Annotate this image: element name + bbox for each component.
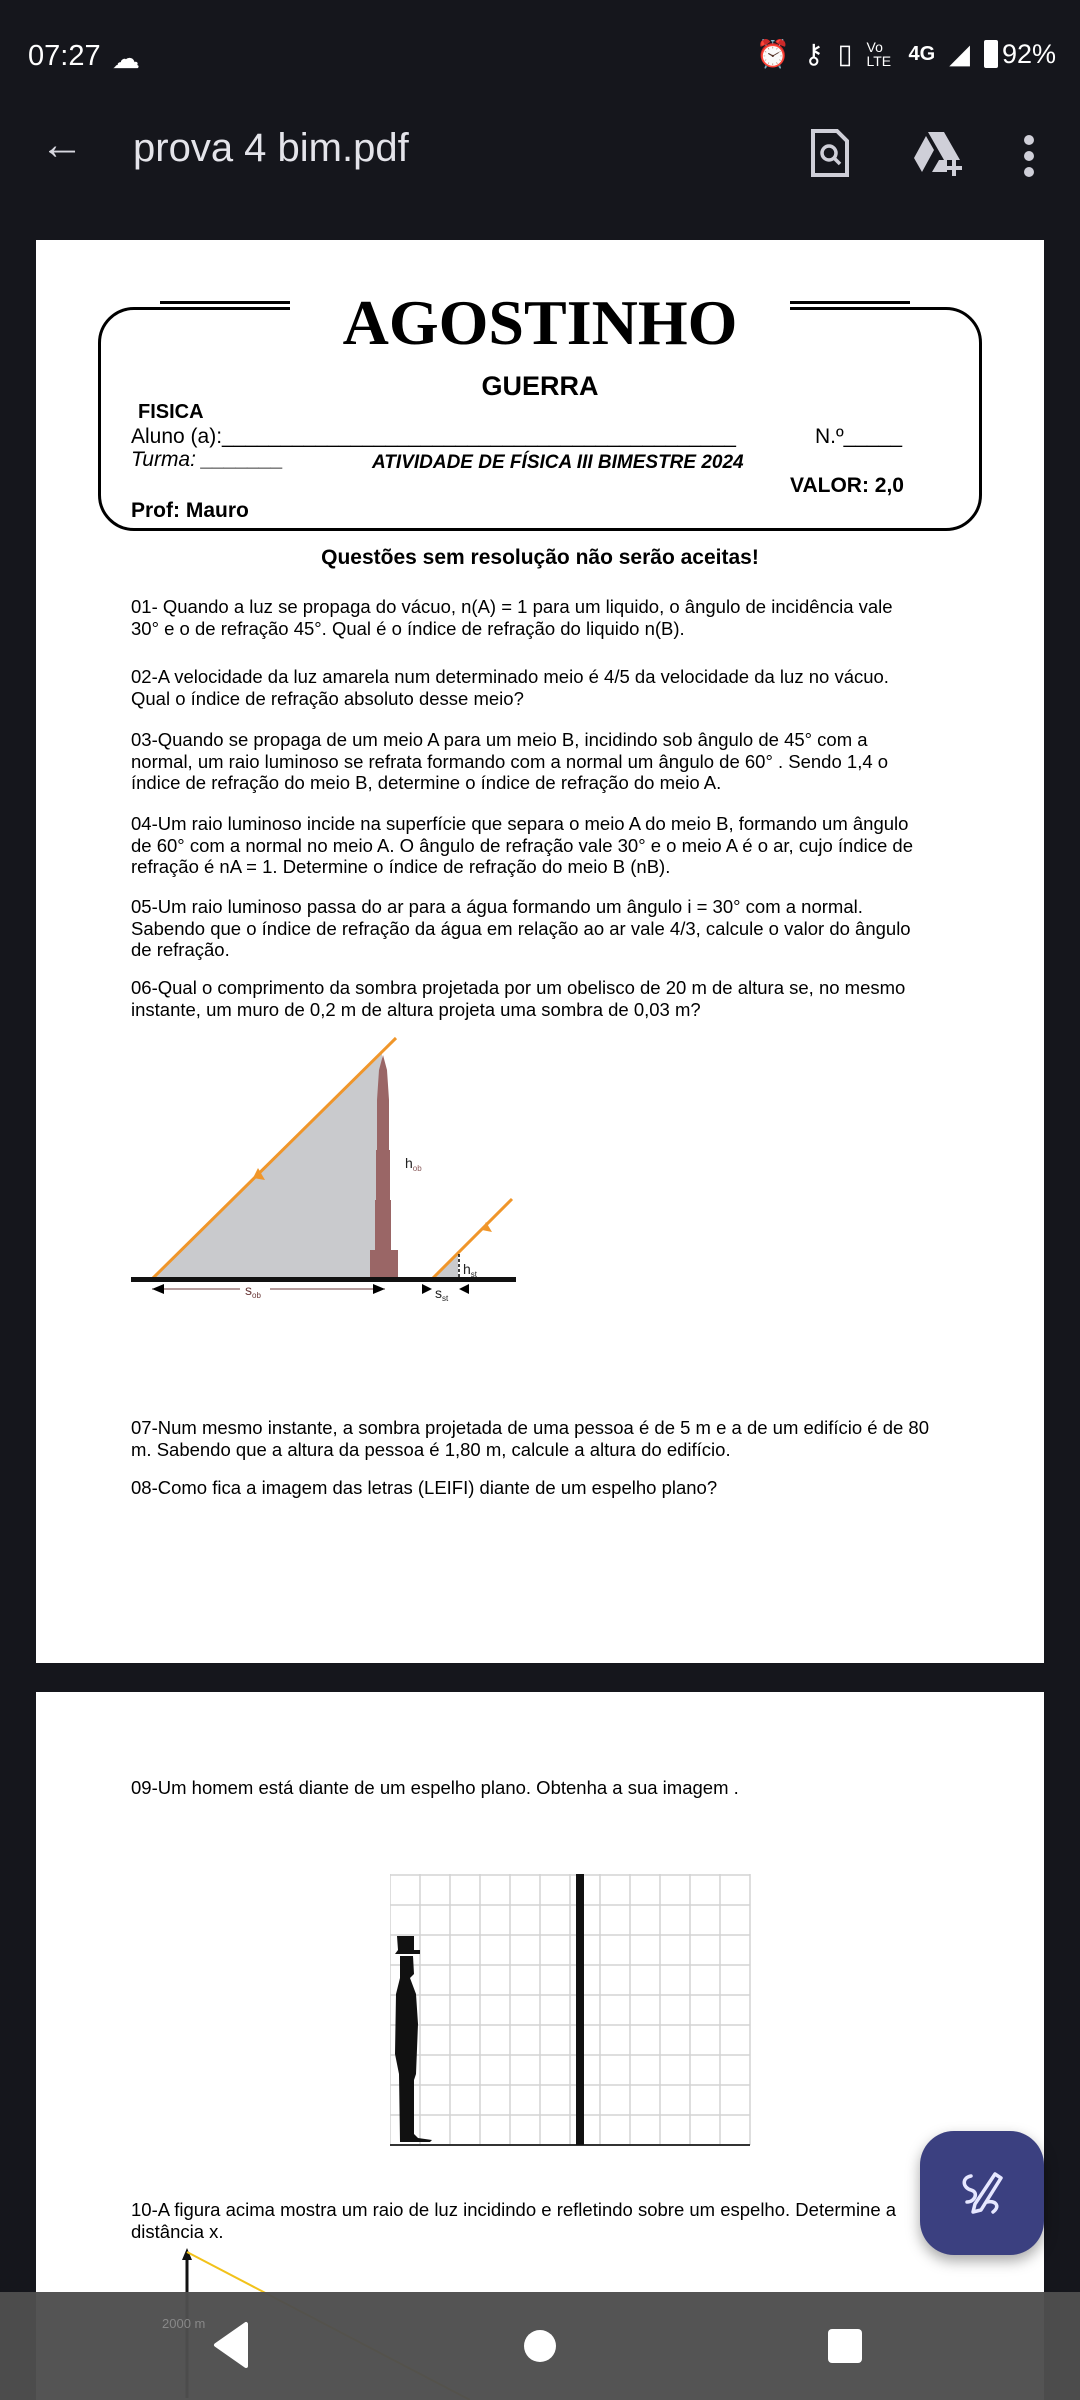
status-bar (0, 0, 1080, 115)
signal-icon: ◢ (949, 38, 970, 69)
activity-title: ATIVIDADE DE FÍSICA III BIMESTRE 2024 (372, 452, 744, 473)
question-line: 01- Quando a luz se propaga do vácuo, n(A) = 1 para um liquido, o ângulo de incidência vale (131, 596, 893, 617)
question-line: de 60° com a normal no meio A. O ângulo de refração vale 30° e o meio A é o ar, cujo índice de (131, 834, 913, 856)
vibrate-icon: ▯ (837, 38, 853, 69)
nav-home-button[interactable] (524, 2330, 556, 2362)
question-09 (131, 1777, 739, 1799)
status-time: 07:27 (28, 40, 101, 72)
man-silhouette (395, 1936, 432, 2142)
label-h-st: $h_{st}$ (463, 1261, 478, 1279)
question-line: de refração. (131, 939, 230, 960)
notice: Questões sem resolução não serão aceitas! (321, 546, 759, 569)
ground (131, 1277, 516, 1282)
subject: FISICA (138, 401, 204, 423)
sun-ray-small (432, 1199, 512, 1279)
vpn-key-icon: ⚷ (803, 38, 824, 69)
label-h-ob: $h_{ob}$ (405, 1155, 422, 1173)
question-line: Sabendo que o índice de refração da água em relação ao ar vale 4/3, calcule o valor do ângulo (131, 917, 911, 939)
more-options-icon[interactable] (1022, 134, 1036, 178)
battery-level: 92% (1001, 38, 1056, 69)
question-line: 03-Quando se propaga de um meio A para um meio B, incidindo sob ângulo de 45° com a (131, 729, 868, 750)
mirror-grid-figure (390, 1874, 752, 2147)
alarm-icon: ⏰ (756, 39, 790, 69)
class-field: Turma: _______ (131, 448, 284, 471)
question-05 (131, 896, 911, 961)
nav-recents-button[interactable] (828, 2329, 862, 2363)
school-name: AGOSTINHO (290, 288, 790, 358)
question-01 (131, 596, 893, 639)
network-type: 4G (908, 42, 936, 65)
question-line: instante, um muro de 0,2 m de altura projeta uma sombra de 0,03 m? (131, 998, 701, 1020)
question-line: 10-A figura acima mostra um raio de luz incidindo e refletindo sobre um espelho. Determine a (131, 2199, 897, 2220)
plane-mirror (576, 1874, 584, 2145)
activity-value: VALOR: 2,0 (790, 474, 904, 497)
add-to-drive-icon[interactable] (912, 130, 966, 176)
annotate-button[interactable] (920, 2131, 1044, 2255)
question-07 (131, 1417, 929, 1460)
question-line: m. Sabendo que a altura da pessoa é 1,80 m, calcule a altura do edifício. (131, 1438, 731, 1460)
student-number-field: N.º_____ (815, 425, 903, 448)
question-line: 06-Qual o comprimento da sombra projetada por um obelisco de 20 m de altura se, no mesmo (131, 977, 906, 998)
question-line: refração é nA = 1. Determine o índice de refração do meio B (nB). (131, 856, 671, 877)
question-04 (131, 813, 913, 878)
question-10 (131, 2199, 896, 2242)
question-02 (131, 666, 889, 709)
question-line: 09-Um homem está diante de um espelho plano. Obtenha a sua imagem . (131, 1777, 739, 1798)
question-line: normal, um raio luminoso se refrata formando com a normal um ângulo de 60° . Sendo 1,4 o (131, 750, 889, 772)
label-s-st: $s_{st}$ (435, 1285, 449, 1303)
question-08 (131, 1477, 717, 1499)
question-03 (131, 729, 888, 794)
label-2000m: 2000 m (162, 2316, 206, 2331)
label-s-ob: $s_{ob}$ (245, 1282, 261, 1300)
question-line: distância x. (131, 2220, 224, 2242)
question-line: 30° e o de refração 45°. Qual é o índice de refração do liquido n(B). (131, 617, 685, 639)
battery-icon (984, 40, 998, 68)
volte-icon: Vo LTE (866, 39, 892, 69)
document-title: prova 4 bim.pdf (133, 126, 409, 170)
question-line: 07-Num mesmo instante, a sombra projetada de uma pessoa é de 5 m e a de um edifício é de 80 (131, 1417, 930, 1438)
question-line: 02-A velocidade da luz amarela num determinado meio é 4/5 da velocidade da luz no vácuo. (131, 666, 889, 687)
question-06 (131, 977, 905, 1020)
question-line: Qual o índice de refração absoluto desse meio? (131, 687, 524, 709)
app-bar (0, 100, 1080, 230)
pen-scribble-icon (957, 2168, 1007, 2218)
student-name-field: Aluno (a):____________________________________________ (131, 425, 736, 448)
status-icons (756, 38, 1056, 70)
cloud-icon: ☁ (112, 43, 140, 74)
question-line: 08-Como fica a imagem das letras (LEIFI) diante de um espelho plano? (131, 1477, 718, 1498)
back-button[interactable]: ← (40, 120, 84, 169)
nav-back-button[interactable] (210, 2320, 250, 2370)
school-name-2: GUERRA (481, 371, 599, 401)
find-in-document-icon[interactable] (810, 128, 850, 178)
teacher: Prof: Mauro (131, 499, 249, 522)
question-line: índice de refração do meio B, determine o índice de refração do meio A. (131, 772, 722, 793)
question-line: 04-Um raio luminoso incide na superfície que separa o meio A do meio B, formando um ângulo (131, 813, 909, 834)
question-line: 05-Um raio luminoso passa do ar para a água formando um ângulo i = 30° com a normal. (131, 896, 863, 917)
obelisk-shadow-figure (120, 1030, 540, 1310)
